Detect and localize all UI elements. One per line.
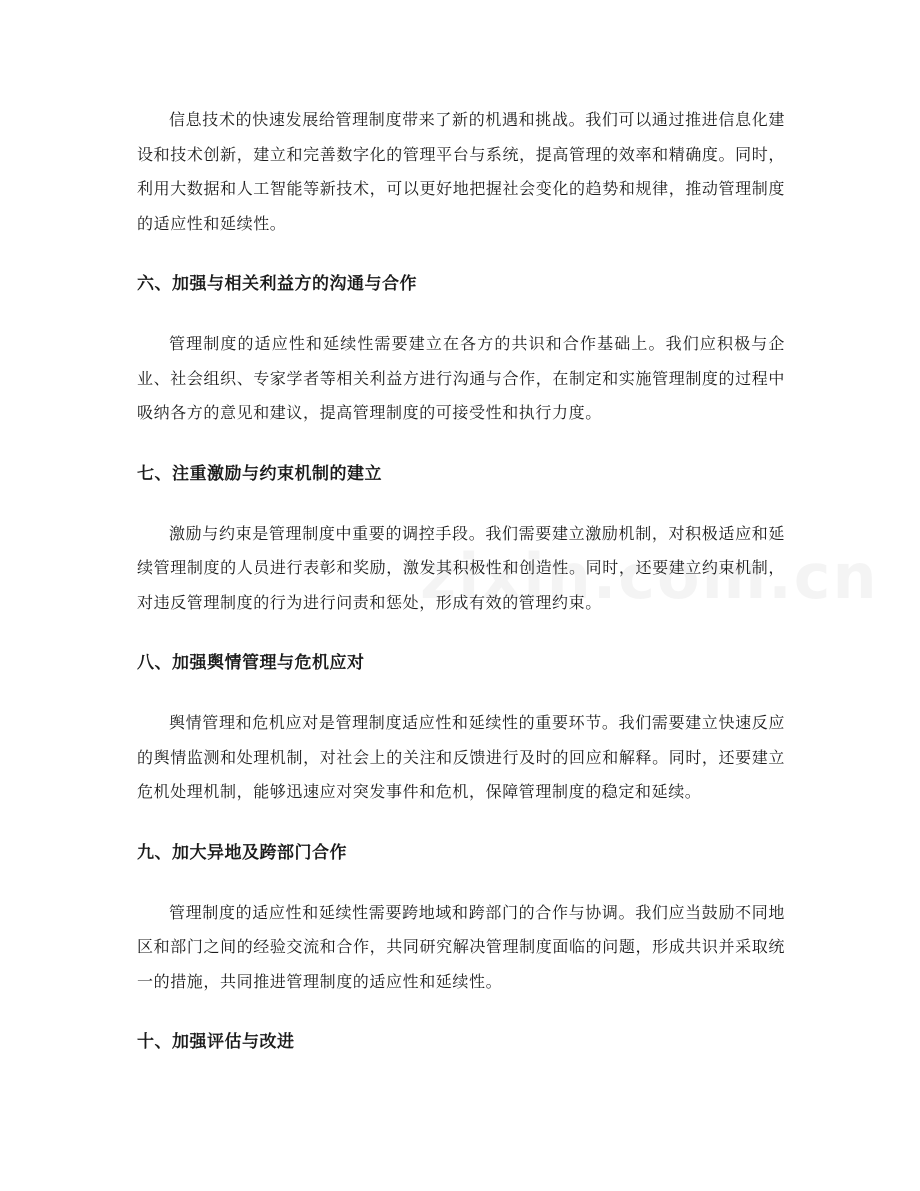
paragraph-section-9: 管理制度的适应性和延续性需要跨地域和跨部门的合作与协调。我们应当鼓励不同地区和部门之间的经验交流和合作，共同研究解决管理制度面临的问题，形成共识并采取统一的措施，共同推进管理制度的适应性和延续性。: [137, 902, 785, 991]
section-heading-7: 七、注重激励与约束机制的建立: [137, 463, 382, 484]
section-heading-9: 九、加大异地及跨部门合作: [137, 842, 347, 863]
paragraph-section-8: 舆情管理和危机应对是管理制度适应性和延续性的重要环节。我们需要建立快速反应的舆情监测和处理机制，对社会上的关注和反馈进行及时的回应和解释。同时，还要建立危机处理机制，能够迅速应对突发事件和危机，保障管理制度的稳定和延续。: [137, 713, 785, 801]
section-heading-6: 六、加强与相关利益方的沟通与合作: [137, 274, 417, 294]
section-heading-10: 十、加强评估与改进: [137, 1032, 295, 1052]
paragraph-section-6: 管理制度的适应性和延续性需要建立在各方的共识和合作基础上。我们应积极与企业、社会组织、专家学者等相关利益方进行沟通与合作，在制定和实施管理制度的过程中吸纳各方的意见和建议，提高管理制度的可接受性和执行力度。: [137, 334, 785, 422]
document-body: [137, 103, 785, 1059]
paragraph-section-7: 激励与约束是管理制度中重要的调控手段。我们需要建立激励机制，对积极适应和延续管理制度的人员进行表彰和奖励，激发其积极性和创造性。同时，还要建立约束机制，对违反管理制度的行为进行问责和惩处，形成有效的管理约束。: [137, 523, 785, 612]
section-heading-8: 八、加强舆情管理与危机应对: [137, 653, 365, 673]
paragraph-information-technology: 信息技术的快速发展给管理制度带来了新的机遇和挑战。我们可以通过推进信息化建设和技术创新，建立和完善数字化的管理平台与系统，提高管理的效率和精确度。同时，利用大数据和人工智能等新技术，可以更好地把握社会变化的趋势和规律，推动管理制度的适应性和延续性。: [137, 110, 785, 233]
